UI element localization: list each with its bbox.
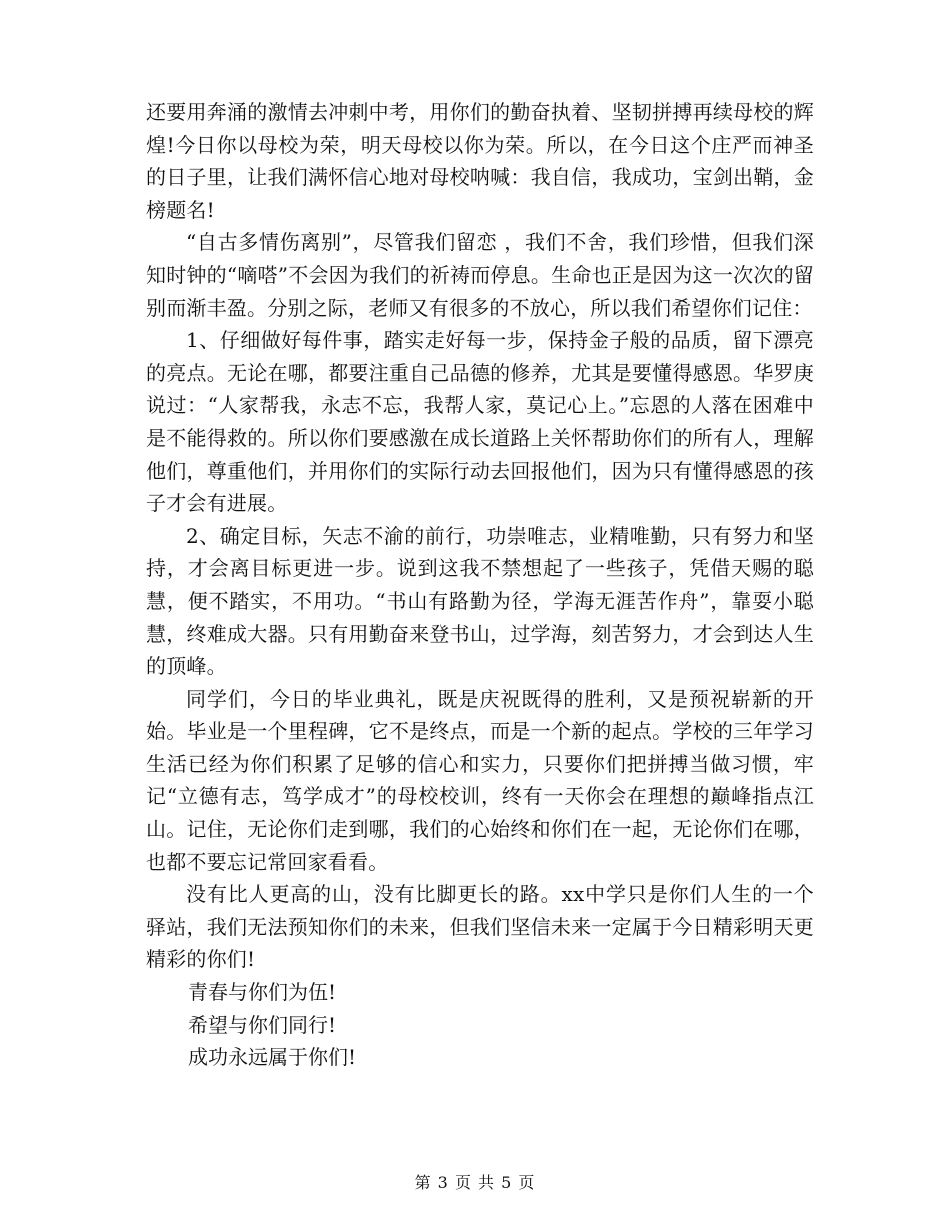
- cheer-line-2: 希望与你们同行!: [188, 1012, 337, 1037]
- paragraph-2: “自古多情伤离别”，尽管我们留恋 ，我们不舍，我们珍惜，但我们深知时钟的“嘀嗒”不会因为我们的祈祷而停息。生命也正是因为这一次次的留别而渐丰盈。分别之际，老师又有很多的不放心，所以我们希望你们记住：: [146, 230, 814, 320]
- paragraph-6: 没有比人更高的山，没有比脚更长的路。xx中学只是你们人生的一个驿站，我们无法预知你们的未来，但我们坚信未来一定属于今日精彩明天更精彩的你们!: [146, 882, 814, 972]
- paragraph-4: 2、确定目标，矢志不渝的前行，功崇唯志，业精唯勤，只有努力和坚持，才会离目标更进一步。说到这我不禁想起了一些孩子，凭借天赐的聪慧，便不踏实，不用功。“书山有路勤为径，学海无涯苦作舟”，靠耍小聪慧，终难成大器。只有用勤奋来登书山，过学海，刻苦努力，才会到达人生的顶峰。: [146, 523, 814, 679]
- cheer-line-3: 成功永远属于你们!: [188, 1045, 357, 1070]
- document-body: [146, 96, 814, 1074]
- page-number-footer: 第 3 页 共 5 页: [414, 1173, 536, 1192]
- paragraph-5: 同学们，今日的毕业典礼，既是庆祝既得的胜利，又是预祝崭新的开始。毕业是一个里程碑，它不是终点，而是一个新的起点。学校的三年学习生活已经为你们积累了足够的信心和实力，只要你们把拼搏当做习惯，牢记“立德有志，笃学成才”的母校校训，终有一天你会在理想的巅峰指点江山。记住，无论你们走到哪，我们的心始终和你们在一起，无论你们在哪，也都不要忘记常回家看看。: [146, 686, 814, 874]
- cheer-line-1: 青春与你们为伍!: [188, 980, 337, 1005]
- paragraph-3: 1、仔细做好每件事，踏实走好每一步，保持金子般的品质，留下漂亮的亮点。无论在哪，都要注重自己品德的修养，尤其是要懂得感恩。华罗庚说过：“人家帮我，永志不忘，我帮人家，莫记心上。”忘恩的人落在困难中是不能得救的。所以你们要感激在成长道路上关怀帮助你们的所有人，理解他们，尊重他们，并用你们的实际行动去回报他们，因为只有懂得感恩的孩子才会有进展。: [146, 328, 814, 516]
- paragraph-1: 还要用奔涌的激情去冲刺中考，用你们的勤奋执着、坚韧拼搏再续母校的辉煌!今日你以母校为荣，明天母校以你为荣。所以，在今日这个庄严而神圣的日子里，让我们满怀信心地对母校呐喊：我自信，我成功，宝剑出鞘，金榜题名!: [146, 100, 814, 222]
